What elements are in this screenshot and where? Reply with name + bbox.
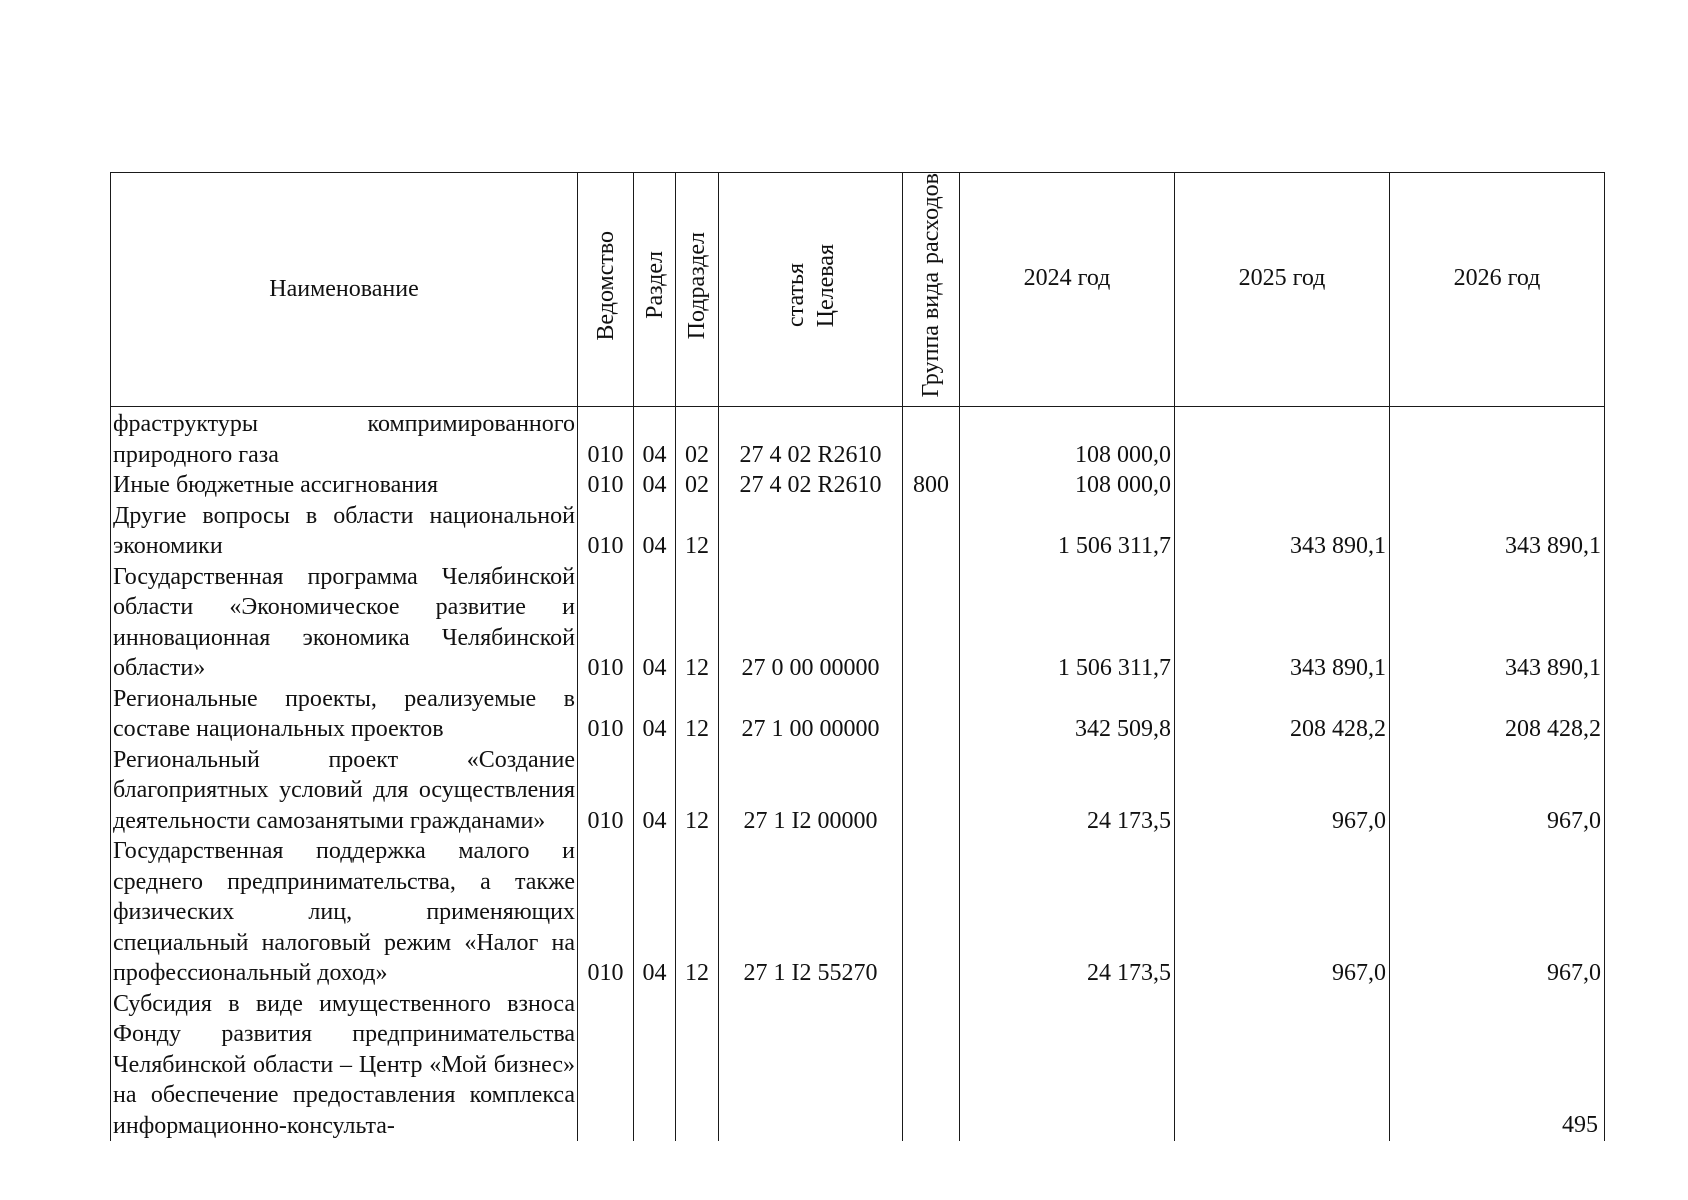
row-2026: 967,0 xyxy=(1390,836,1605,989)
header-year-2026 xyxy=(1390,173,1605,407)
table-body xyxy=(111,407,1605,1142)
row-gruppa xyxy=(903,501,960,562)
row-gruppa xyxy=(903,836,960,989)
row-podrazdel: 12 xyxy=(676,745,719,837)
row-podrazdel: 12 xyxy=(676,501,719,562)
header-vedomstvo xyxy=(578,173,634,407)
row-name: Иные бюджетные ассигнования xyxy=(111,470,578,501)
row-2025 xyxy=(1175,989,1390,1142)
row-celevaya xyxy=(719,989,903,1142)
header-razdel xyxy=(634,173,676,407)
row-2026 xyxy=(1390,470,1605,501)
budget-table xyxy=(110,172,1605,1141)
row-celevaya: 27 0 00 00000 xyxy=(719,562,903,684)
row-gruppa xyxy=(903,407,960,471)
row-vedomstvo: 010 xyxy=(578,684,634,745)
table-row xyxy=(111,745,1605,837)
header-year-2025-label: 2025 год xyxy=(1238,265,1326,292)
row-podrazdel: 02 xyxy=(676,407,719,471)
header-gruppa-vida-rashodov xyxy=(903,173,960,407)
row-2024: 108 000,0 xyxy=(960,470,1175,501)
row-2024 xyxy=(960,989,1175,1142)
row-razdel: 04 xyxy=(634,684,676,745)
row-podrazdel: 12 xyxy=(676,562,719,684)
row-vedomstvo: 010 xyxy=(578,501,634,562)
row-2025: 343 890,1 xyxy=(1175,562,1390,684)
row-2026: 967,0 xyxy=(1390,745,1605,837)
row-2025: 208 428,2 xyxy=(1175,684,1390,745)
row-2024: 342 509,8 xyxy=(960,684,1175,745)
row-celevaya: 27 1 I2 00000 xyxy=(719,745,903,837)
row-2024: 24 173,5 xyxy=(960,836,1175,989)
table-row xyxy=(111,684,1605,745)
row-celevaya: 27 4 02 R2610 xyxy=(719,470,903,501)
header-gruppa-line1: Группа вида xyxy=(918,272,944,398)
row-2025: 967,0 xyxy=(1175,745,1390,837)
row-name: Государственная программа Челябинской области «Экономическое развитие и инновационная экономика Челябинской области» xyxy=(111,562,578,684)
row-celevaya: 27 4 02 R2610 xyxy=(719,407,903,471)
row-celevaya xyxy=(719,501,903,562)
row-gruppa xyxy=(903,989,960,1142)
row-name: Другие вопросы в области национальной экономики xyxy=(111,501,578,562)
header-year-2025 xyxy=(1175,173,1390,407)
table-row xyxy=(111,836,1605,989)
row-razdel: 04 xyxy=(634,407,676,471)
row-podrazdel: 12 xyxy=(676,684,719,745)
row-2025 xyxy=(1175,470,1390,501)
row-gruppa: 800 xyxy=(903,470,960,501)
table-row xyxy=(111,562,1605,684)
row-vedomstvo: 010 xyxy=(578,562,634,684)
row-2024: 1 506 311,7 xyxy=(960,562,1175,684)
row-2025: 967,0 xyxy=(1175,836,1390,989)
row-razdel: 04 xyxy=(634,836,676,989)
row-2024: 1 506 311,7 xyxy=(960,501,1175,562)
row-vedomstvo: 010 xyxy=(578,470,634,501)
header-razdel-label: Раздел xyxy=(641,251,668,320)
row-name: Государственная поддержка малого и среднего предпринимательства, а также физических лиц, применяющих специальный налоговый режим «Налог на профессиональный доход» xyxy=(111,836,578,989)
header-celevaya-line2: статья xyxy=(782,263,809,328)
row-2026 xyxy=(1390,407,1605,471)
row-vedomstvo: 010 xyxy=(578,836,634,989)
row-vedomstvo xyxy=(578,989,634,1142)
row-name: Субсидия в виде имущественного взноса Фонду развития предпринимательства Челябинской области – Центр «Мой бизнес» на обеспечение предоставления комплекса информационно-консульта- xyxy=(111,989,578,1142)
row-2024: 108 000,0 xyxy=(960,407,1175,471)
header-gruppa-line2: расходов xyxy=(918,173,944,264)
row-vedomstvo: 010 xyxy=(578,745,634,837)
row-name: Региональный проект «Создание благоприятных условий для осуществления деятельности самозанятыми гражданами» xyxy=(111,745,578,837)
header-row xyxy=(111,173,1605,407)
header-vedomstvo-label: Ведомство xyxy=(592,230,619,341)
row-razdel xyxy=(634,989,676,1142)
table-row xyxy=(111,407,1605,471)
page-number: 495 xyxy=(1562,1112,1598,1138)
row-razdel: 04 xyxy=(634,470,676,501)
header-year-2024 xyxy=(960,173,1175,407)
header-name-label: Наименование xyxy=(269,276,419,303)
header-name xyxy=(111,173,578,407)
row-celevaya: 27 1 00 00000 xyxy=(719,684,903,745)
table-header xyxy=(111,173,1605,407)
header-year-2026-label: 2026 год xyxy=(1453,265,1541,292)
row-gruppa xyxy=(903,562,960,684)
row-2026: 208 428,2 xyxy=(1390,684,1605,745)
row-podrazdel: 02 xyxy=(676,470,719,501)
row-razdel: 04 xyxy=(634,562,676,684)
header-celevaya-line1: Целевая xyxy=(812,243,839,328)
row-razdel: 04 xyxy=(634,501,676,562)
header-year-2024-label: 2024 год xyxy=(1023,265,1111,292)
row-2026: 343 890,1 xyxy=(1390,501,1605,562)
row-razdel: 04 xyxy=(634,745,676,837)
table-row xyxy=(111,501,1605,562)
row-2025 xyxy=(1175,407,1390,471)
row-celevaya: 27 1 I2 55270 xyxy=(719,836,903,989)
table-row xyxy=(111,470,1605,501)
row-gruppa xyxy=(903,745,960,837)
row-podrazdel: 12 xyxy=(676,836,719,989)
row-podrazdel xyxy=(676,989,719,1142)
header-podrazdel-label: Подраздел xyxy=(684,231,710,340)
row-gruppa xyxy=(903,684,960,745)
row-vedomstvo: 010 xyxy=(578,407,634,471)
row-name: фраструктуры компримированного природного газа xyxy=(111,407,578,471)
row-name: Региональные проекты, реализуемые в составе национальных проектов xyxy=(111,684,578,745)
row-2025: 343 890,1 xyxy=(1175,501,1390,562)
row-2024: 24 173,5 xyxy=(960,745,1175,837)
header-podrazdel xyxy=(676,173,719,407)
row-2026: 343 890,1 xyxy=(1390,562,1605,684)
table-row xyxy=(111,989,1605,1142)
header-celevaya-statya xyxy=(719,173,903,407)
